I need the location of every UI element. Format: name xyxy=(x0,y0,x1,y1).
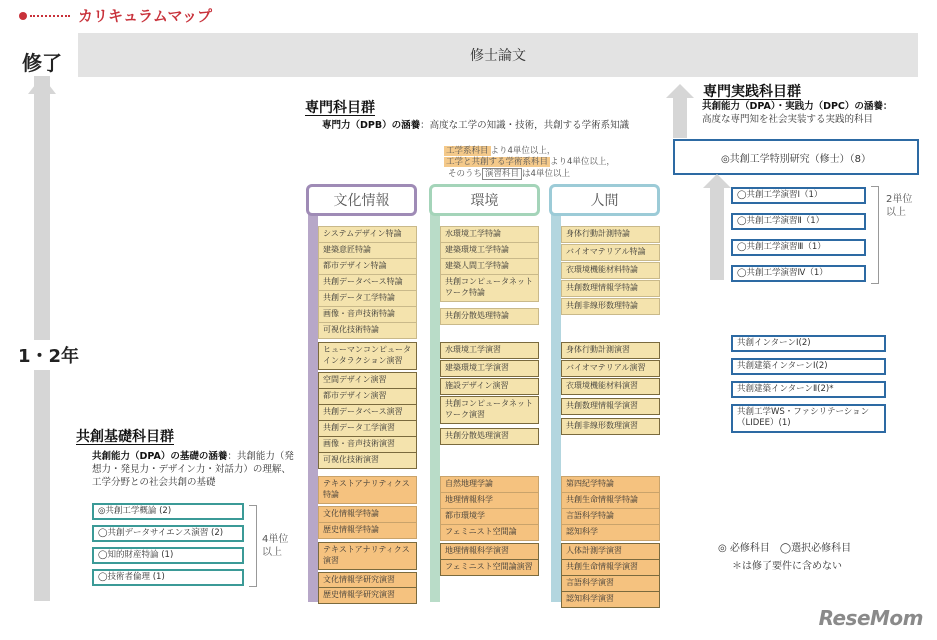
list-item: 言語科学演習 xyxy=(561,575,660,592)
senmon-desc-bold: 専門力（DPB）の涵養 xyxy=(322,120,421,131)
list-item: 共創数理情報学特論 xyxy=(561,280,660,297)
special-research-box: ◎共創工学特別研究（修士）（8） xyxy=(673,139,919,175)
senmon-unit-note xyxy=(444,146,615,180)
list-item: 文化情報学特論 xyxy=(318,506,417,523)
kankyo-column-bar xyxy=(430,208,440,602)
list-item: 共創生命情報学演習 xyxy=(561,559,660,576)
list-item: 衣環境機能材料演習 xyxy=(561,378,660,395)
internship-item: 共創建築インターンⅡ(2)* xyxy=(731,381,886,398)
list-item: 身体行動計測特論 xyxy=(561,226,660,243)
list-item: バイオマテリアル特論 xyxy=(561,244,660,261)
senmon-title: 専門科目群 xyxy=(305,100,375,116)
exercise-item: ◯共創工学演習Ⅳ（1） xyxy=(731,265,866,282)
kiso-item: ◎共創工学概論 (2) xyxy=(92,503,244,520)
list-item: 共創分散処理特論 xyxy=(440,308,539,325)
list-item: 歴史情報学研究演習 xyxy=(318,587,417,604)
note-rest-2: より4単位以上， xyxy=(550,157,615,168)
list-item: 文化情報学研究演習 xyxy=(318,572,417,589)
page-title: カリキュラムマップ xyxy=(78,7,212,25)
list-item: 共創生命情報学特論 xyxy=(561,492,660,509)
list-item: 水環境工学特論 xyxy=(440,226,539,243)
list-item: 建築人間工学特論 xyxy=(440,258,539,275)
kiso-desc-rest: ：共創能力（発想力・発見力・デザイン力・対話力）の理解、工学分野との社会共創の基礎 xyxy=(92,451,294,488)
jissen-arrow-shaft xyxy=(673,98,687,138)
list-item: 建築環境工学特論 xyxy=(440,242,539,259)
timeline-arrow-head-icon xyxy=(28,76,56,94)
timeline-arrow-shaft xyxy=(34,76,50,601)
list-item: 都市環境学 xyxy=(440,508,539,525)
jissen-arrow-head-icon xyxy=(666,84,694,98)
list-item: 認知科学 xyxy=(561,524,660,541)
thesis-band: 修士論文 xyxy=(78,33,918,77)
list-item: 第四紀学特論 xyxy=(561,476,660,493)
list-item: 画像・音声技術演習 xyxy=(318,436,417,453)
internship-item: 共創工学WS・ファシリテーション（LIDEE）(1) xyxy=(731,404,886,433)
header-bullet-icon xyxy=(19,12,27,20)
kiso-units: 4単位 以上 xyxy=(262,534,289,558)
list-item: 施設デザイン演習 xyxy=(440,378,539,395)
list-item: 可視化技術演習 xyxy=(318,452,417,469)
legend-note: ＊は修了要件に含めない xyxy=(732,561,842,572)
list-item: 地理情報科学 xyxy=(440,492,539,509)
list-item: 可視化技術特論 xyxy=(318,322,417,339)
list-item: 人体計測学演習 xyxy=(561,543,660,560)
exercise-arrow-shaft xyxy=(710,186,724,280)
list-item: 地理情報科学演習 xyxy=(440,543,539,560)
list-item: 建築意匠特論 xyxy=(318,242,417,259)
jissen-description xyxy=(702,101,927,127)
legend xyxy=(718,540,851,576)
list-item: 自然地理学論 xyxy=(440,476,539,493)
list-item: 共創データ工学特論 xyxy=(318,290,417,307)
list-item: システムデザイン特論 xyxy=(318,226,417,243)
bunka-column-bar xyxy=(308,208,318,602)
exercise-units: 2単位 以上 xyxy=(886,194,913,218)
list-item: 歴史情報学特論 xyxy=(318,522,417,539)
list-item: 共創非線形数理特論 xyxy=(561,298,660,315)
list-item: 都市デザイン特論 xyxy=(318,258,417,275)
exercise-arrow-head-icon xyxy=(703,174,731,188)
kiso-title: 共創基礎科目群 xyxy=(76,429,174,445)
exercise-bracket xyxy=(871,186,879,284)
note-hl-1: 工学系科目 xyxy=(446,146,489,156)
note-rest-3: は4単位以上 xyxy=(522,168,570,179)
jissen-desc-bold: 共創能力（DPA）・実践力（DPC）の涵養： xyxy=(702,101,893,112)
exercise-item: ◯共創工学演習Ⅱ（1） xyxy=(731,213,866,230)
header-dotted-line xyxy=(30,15,70,17)
list-item: 空間デザイン演習 xyxy=(318,372,417,389)
senmon-description xyxy=(322,120,629,133)
kiso-description xyxy=(92,451,297,489)
list-item: 共創コンピュータネットワーク演習 xyxy=(440,396,539,424)
note-rest-1: より4単位以上， xyxy=(490,146,556,156)
list-item: ヒューマンコンピュータインタラクション演習 xyxy=(318,342,417,370)
list-item: バイオマテリアル演習 xyxy=(561,360,660,377)
internship-item: 共創建築インターンⅠ(2) xyxy=(731,358,886,375)
list-item: 都市デザイン演習 xyxy=(318,388,417,405)
list-item: フェミニスト空間論 xyxy=(440,524,539,541)
kiso-item: ◯技術者倫理 (1) xyxy=(92,569,244,586)
ningen-column-bar xyxy=(551,208,561,602)
note-pre-3: そのうち xyxy=(448,168,483,179)
exercise-item: ◯共創工学演習Ⅰ（1） xyxy=(731,187,866,204)
kiso-item: ◯知的財産特論 (1) xyxy=(92,547,244,564)
list-item: 建築環境工学演習 xyxy=(440,360,539,377)
kiso-item: ◯共創データサイエンス演習 (2) xyxy=(92,525,244,542)
note-hl-2: 工学と共創する学術系科目 xyxy=(446,157,549,168)
list-item: 共創分散処理演習 xyxy=(440,428,539,445)
legend-required: ◎ 必修科目 ◯選択必修科目 xyxy=(718,543,852,554)
kiso-bracket xyxy=(249,505,257,587)
list-item: テキストアナリティクス演習 xyxy=(318,542,417,570)
list-item: 水環境工学演習 xyxy=(440,342,539,359)
list-item: 画像・音声技術特論 xyxy=(318,306,417,323)
note-box-3: 演習科目 xyxy=(482,168,522,180)
exercise-item: ◯共創工学演習Ⅲ（1） xyxy=(731,239,866,256)
list-item: 言語科学特論 xyxy=(561,508,660,525)
internship-item: 共創インターンⅠ(2) xyxy=(731,335,886,352)
list-item: 共創非線形数理演習 xyxy=(561,418,660,435)
list-item: 共創データベース特論 xyxy=(318,274,417,291)
senmon-desc-rest: ：高度な工学の知識・技術，共創する学術系知識 xyxy=(420,120,630,131)
list-item: 共創コンピュータネットワーク特論 xyxy=(440,274,539,302)
kiso-desc-bold: 共創能力（DPA）の基礎の涵養 xyxy=(92,451,228,462)
completion-label: 修了 xyxy=(22,51,62,75)
kankyo-column-header: 環境 xyxy=(429,184,540,216)
list-item: フェミニスト空間論演習 xyxy=(440,559,539,576)
years-label: 1・2年 xyxy=(14,340,83,370)
list-item: 身体行動計測演習 xyxy=(561,342,660,359)
ningen-column-header: 人間 xyxy=(549,184,660,216)
brand-logo: ReseMom xyxy=(818,606,923,630)
list-item: テキストアナリティクス特論 xyxy=(318,476,417,504)
jissen-title: 専門実践科目群 xyxy=(703,84,801,100)
list-item: 衣環境機能材料特論 xyxy=(561,262,660,279)
list-item: 認知科学演習 xyxy=(561,591,660,608)
list-item: 共創データベース演習 xyxy=(318,404,417,421)
bunka-column-header: 文化情報 xyxy=(306,184,417,216)
jissen-desc-rest: 高度な専門知を社会実装する実践的科目 xyxy=(702,113,874,125)
list-item: 共創数理情報学演習 xyxy=(561,398,660,415)
list-item: 共創データ工学演習 xyxy=(318,420,417,437)
